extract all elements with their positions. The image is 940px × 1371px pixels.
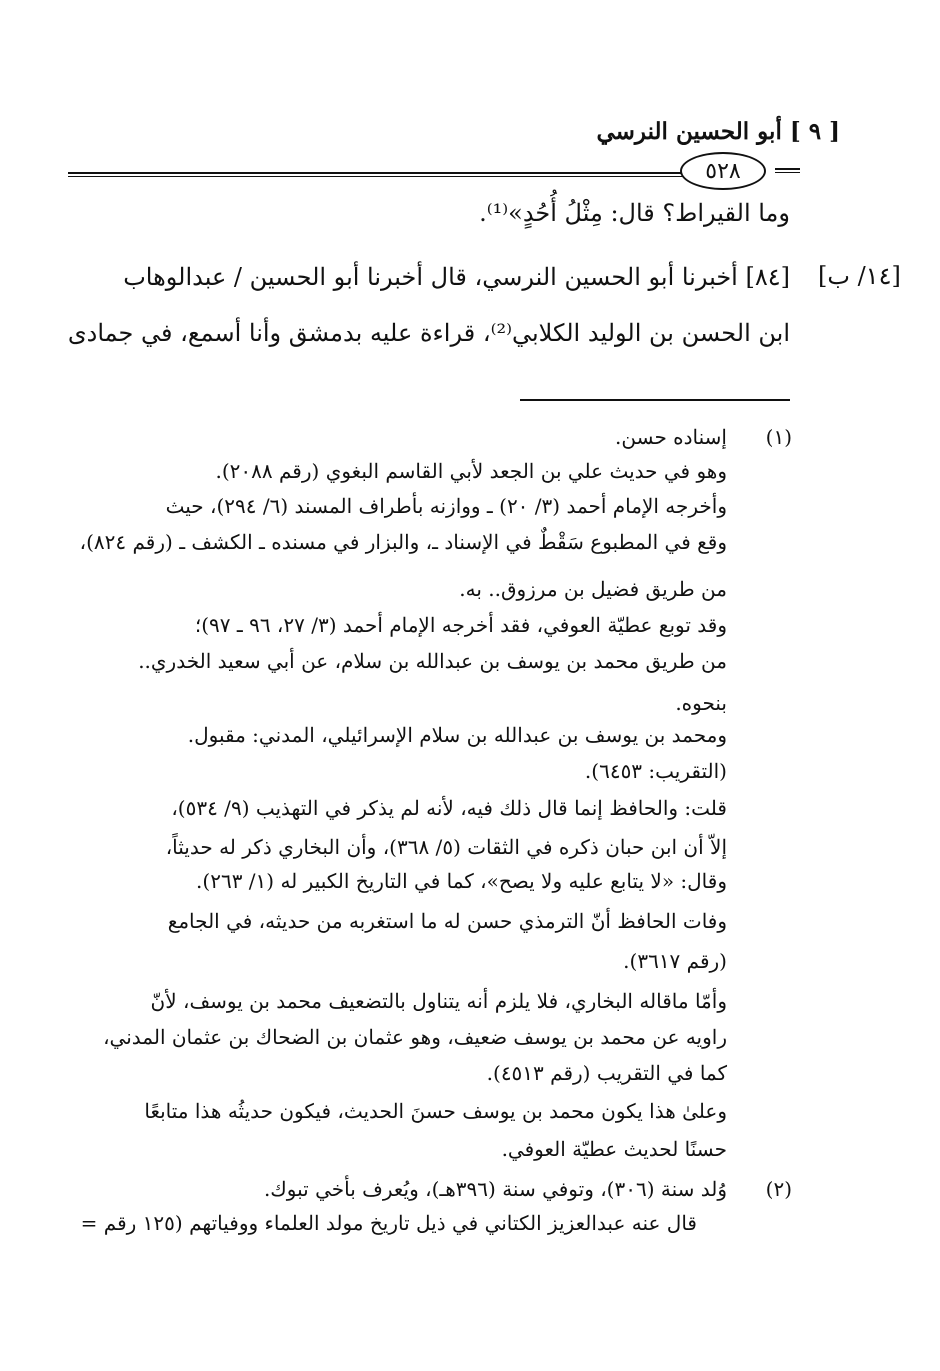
footnote-line: وأخرجه الإمام أحمد (٣/ ٢٠) ـ ووازنه بأطراف المسند (٦/ ٢٩٤)، حيث [165, 494, 727, 518]
main-text-line: [٨٤] أخبرنا أبو الحسين النرسي، قال أخبرنا أبو الحسين / عبدالوهاب [123, 263, 790, 291]
main-text-line: ابن الحسن بن الوليد الكلابي⁽²⁾، قراءة عليه بدمشق وأنا أسمع، في جمادى [67, 319, 790, 347]
footnote-separator [520, 399, 790, 401]
footnote-line: وهو في حديث علي بن الجعد لأبي القاسم البغوي (رقم ٢٠٨٨). [215, 459, 727, 483]
footnote-number: (٢) [765, 1177, 792, 1201]
footnote-line: وقال: «لا يتابع عليه ولا يصح»، كما في التاريخ الكبير له (١/ ٢٦٣). [196, 869, 727, 893]
footnote-line: راويه عن محمد بن يوسف ضعيف، وهو عثمان بن الضحاك بن عثمان المدني، [103, 1025, 727, 1049]
footnote-line: وفات الحافظ أنّ الترمذي حسن له ما استغربه من حديثه، في الجامع [167, 909, 727, 933]
footnote-line: وأمّا ماقاله البخاري، فلا يلزم أنه يتناول بالتضعيف محمد بن يوسف، لأنّ [150, 989, 727, 1013]
footnote-number: (١) [765, 425, 792, 449]
manuscript-folio-marker: [١٤/ ب] [818, 262, 901, 290]
footnote-line: قلت: والحافظ إنما قال ذلك فيه، لأنه لم يذكر في التهذيب (٩/ ٥٣٤)، [171, 796, 727, 820]
footnote-line: من طريق فضيل بن مرزوق.. به. [459, 577, 727, 601]
footnote-line: من طريق محمد بن يوسف بن عبدالله بن سلام، عن أبي سعيد الخدري.. [138, 649, 727, 673]
footnote-line: كما في التقريب (رقم ٤٥١٣). [486, 1061, 727, 1085]
footnote-line: (رقم ٣٦١٧). [623, 949, 727, 973]
page-number-badge [680, 152, 766, 190]
running-header-title: [ ٩ ] أبو الحسين النرسي [596, 118, 840, 145]
footnote-line: وقع في المطبوع سَقْطٌ في الإسناد ـ، والبزار في مسنده ـ الكشف ـ (رقم ٨٢٤)، [79, 530, 727, 554]
header-rule-ornament [775, 168, 800, 173]
page-number: ٥٢٨ [705, 158, 741, 184]
footnote-line: قال عنه عبدالعزيز الكتاني في ذيل تاريخ مولد العلماء ووفياتهم (١٢٥ رقم = [80, 1211, 697, 1235]
footnote-line: حسنًا لحديث عطيّة العوفي. [501, 1137, 727, 1161]
footnote-line: إلاّ أن ابن حبان ذكره في الثقات (٥/ ٣٦٨)، وأن البخاري ذكر له حديثاً، [165, 835, 727, 859]
footnote-line: ومحمد بن يوسف بن عبدالله بن سلام الإسرائيلي، المدني: مقبول. [187, 723, 727, 747]
footnote-line: بنحوه. [675, 691, 727, 715]
footnote-line: إسناده حسن. [615, 425, 727, 449]
footnote-line: وُلد سنة (٣٠٦)، وتوفي سنة (٣٩٦هـ)، ويُعرف بأخي تبوك. [263, 1177, 727, 1201]
main-text-line: وما القيراط؟ قال: مِثْلُ أُحُدٍ»⁽¹⁾. [479, 199, 790, 227]
header-rule [68, 172, 740, 177]
footnote-line: وعلىٰ هذا يكون محمد بن يوسف حسنَ الحديث، فيكون حديثُه هذا متابعًا [144, 1099, 727, 1123]
footnote-line: (التقريب: ٦٤٥٣). [584, 759, 727, 783]
footnote-line: وقد توبع عطيّة العوفي، فقد أخرجه الإمام أحمد (٣/ ٢٧، ٩٦ ـ ٩٧)؛ [194, 613, 727, 637]
